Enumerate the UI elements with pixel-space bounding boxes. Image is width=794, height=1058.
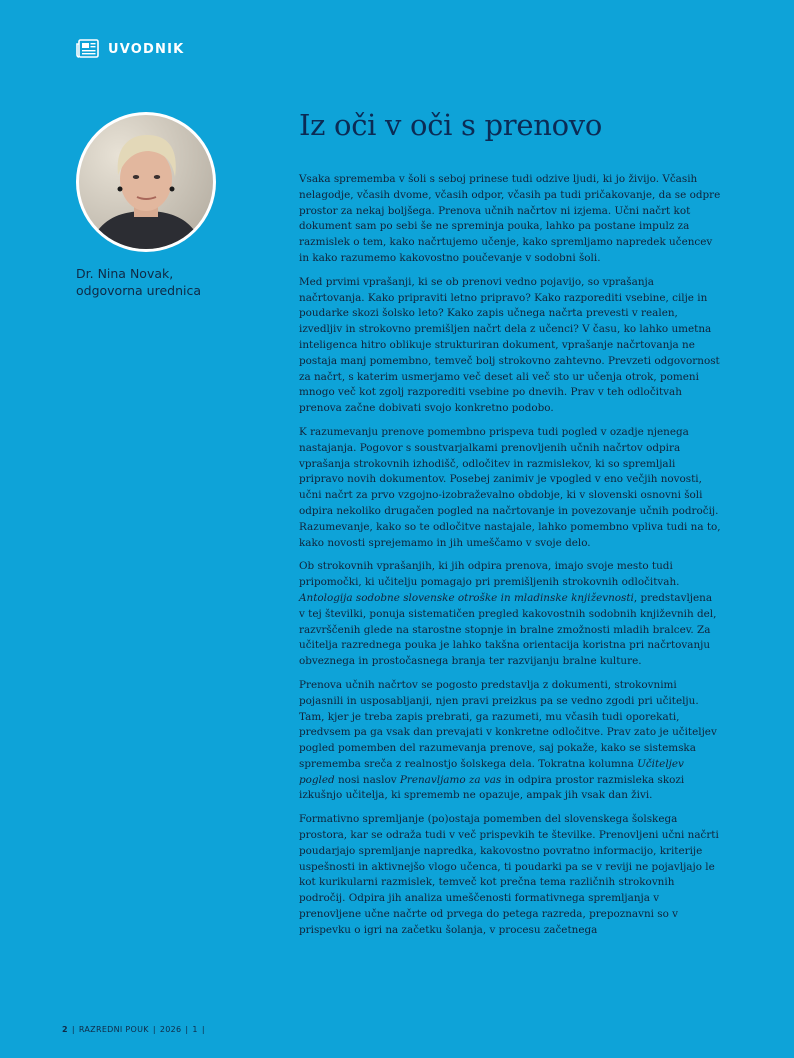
paragraph-5-emphasis-1: Učiteljev pogled bbox=[299, 757, 684, 786]
author-role: odgovorna urednica bbox=[76, 282, 202, 298]
paragraph-5 bbox=[299, 678, 721, 804]
page-footer bbox=[62, 1025, 205, 1034]
issue-year: 2026 bbox=[159, 1025, 182, 1034]
article-body bbox=[299, 172, 721, 947]
page-number: 2 bbox=[62, 1025, 68, 1034]
magazine-name: RAZREDNI POUK bbox=[78, 1025, 149, 1034]
paragraph-4-text-b: , predstavljena v tej številki, ponuja sistematičen pregled kakovostnih sodobnih književnih del, razvrščenih glede na starostne stopnje in bralne zmožnosti mladih bralcev. Za učitelja razrednega pouka je lahko takšna orientacija koristna pri načrtovanju obveznega in prostočasnega branja ter razvijanju bralne kulture. bbox=[299, 591, 717, 668]
paragraph-4-emphasis: Antologija sodobne slovenske otroške in mladinske književnosti bbox=[299, 591, 634, 604]
paragraph-4-text-a: Ob strokovnih vprašanjih, ki jih odpira prenova, imajo svoje mesto tudi pripomočki, ki učitelju pomagajo pri premišljenih strokovnih odločitvah. bbox=[299, 560, 680, 589]
footer-separator: | bbox=[152, 1025, 156, 1034]
paragraph-5-text-b: nosi naslov bbox=[334, 773, 400, 786]
section-label: UVODNIK bbox=[108, 41, 185, 57]
paragraph-6: Formativno spremljanje (po)ostaja pomemben del slovenskega šolskega prostora, kar se odraža tudi v več prispevkih te številke. Prenovljeni učni načrti poudarjajo spremljanje napredka, kakovostno povratno informacijo, kriterije uspešnosti in aktivnejšo vlogo učenca, ti poudarki pa se v reviji ne pojavljajo le kot kurikularni razmislek, temveč kot prečna tema različnih strokovnih področij. Odpira jih analiza umeščenosti formativnega spremljanja v prenovljene učne načrte od prvega do petega razreda, prepoznavni so v prispevku o igri na začetku šolanja, v procesu začetnega bbox=[299, 813, 719, 936]
issue-number: 1 bbox=[192, 1025, 198, 1034]
author-photo bbox=[79, 115, 213, 249]
section-header bbox=[76, 39, 184, 59]
footer-separator: | bbox=[185, 1025, 189, 1034]
author-caption bbox=[76, 266, 256, 300]
paragraph-5-text-c: in odpira prostor razmisleka skozi izkušnjo učitelja, ki sprememb ne opazuje, ampak jih vsak dan živi. bbox=[299, 773, 685, 802]
paragraph-5-text-a: Prenova učnih načrtov se pogosto predstavlja z dokumenti, strokovnimi pojasnili in usposabljanji, njen pravi preizkus pa se vedno zgodi pri učitelju. Tam, kjer je treba zapis prebrati, ga razumeti, mu včasih tudi oporekati, predvsem pa ga vsak dan prevajati v konkretne odločitve. Prav zato je učiteljev pogled pomemben del razumevanja prenove, saj pokaže, kako se sistemska sprememba sreča z realnostjo šolskega dela. Tokratna kolumna bbox=[299, 678, 717, 770]
author-portrait bbox=[76, 112, 216, 252]
newspaper-icon bbox=[76, 39, 100, 59]
paragraph-4 bbox=[299, 559, 721, 670]
footer-separator: | bbox=[71, 1025, 75, 1034]
article-title: Iz oči v oči s prenovo bbox=[299, 108, 603, 142]
paragraph-1: Vsaka sprememba v šoli s seboj prinese tudi odzive ljudi, ki jo živijo. Včasih nelagodje, včasih dvome, včasih odpor, včasih pa tudi pričakovanje, da se odpre prostor za nekaj boljšega. Prenova učnih načrtov ni izjema. Učni načrt kot dokument sam po sebi še ne spreminja pouka, lahko pa postane impulz za razmislek o tem, kako načrtujemo učenje, kako spremljamo napredek učencev in kako razumemo kakovostno poučevanje v sodobni šoli. bbox=[299, 173, 721, 264]
paragraph-3: K razumevanju prenove pomembno prispeva tudi pogled v ozadje njenega nastajanja. Pogovor s soustvarjalkami prenovljenih učnih načrtov odpira vprašanja strokovnih izhodišč, odločitev in razmislekov, ki so spremljali pripravo novih dokumentov. Posebej zanimiv je vpogled v eno večjih novosti, učni načrt za prvo vzgojno-izobraževalno obdobje, ki v slovenski osnovni šoli odpira nekoliko drugačen pogled na načrtovanje in povezovanje učnih področij. Razumevanje, kako so te odločitve nastajale, lahko pomembno vpliva tudi na to, kako novosti sprejemamo in jih umeščamo v svoje delo. bbox=[299, 425, 721, 549]
paragraph-5-emphasis-2: Prenavljamo za vas bbox=[399, 773, 502, 786]
paragraph-2: Med prvimi vprašanji, ki se ob prenovi vedno pojavijo, so vprašanja načrtovanja. Kako pripraviti letno pripravo? Kako razporediti vsebine, cilje in poudarke skozi šolsko leto? Kako zapis učnega načrta prevesti v realen, izvedljiv in strokovno premišljen načrt dela z učenci? V času, ko lahko umetna inteligenca hitro oblikuje strukturiran dokument, vprašanje načrtovanja ne postaja manj pomembno, temveč bolj strokovno zahtevno. Prevzeti odgovornost za načrt, s katerim usmerjamo več deset ali več sto ur učenja otrok, pomeni mnogo več kot zgolj razporediti vsebine po dnevih. Prav v teh odločitvah prenova začne dobivati svojo konkretno podobo. bbox=[299, 275, 720, 415]
footer-separator: | bbox=[201, 1025, 205, 1034]
author-name: Dr. Nina Novak, bbox=[76, 266, 174, 281]
